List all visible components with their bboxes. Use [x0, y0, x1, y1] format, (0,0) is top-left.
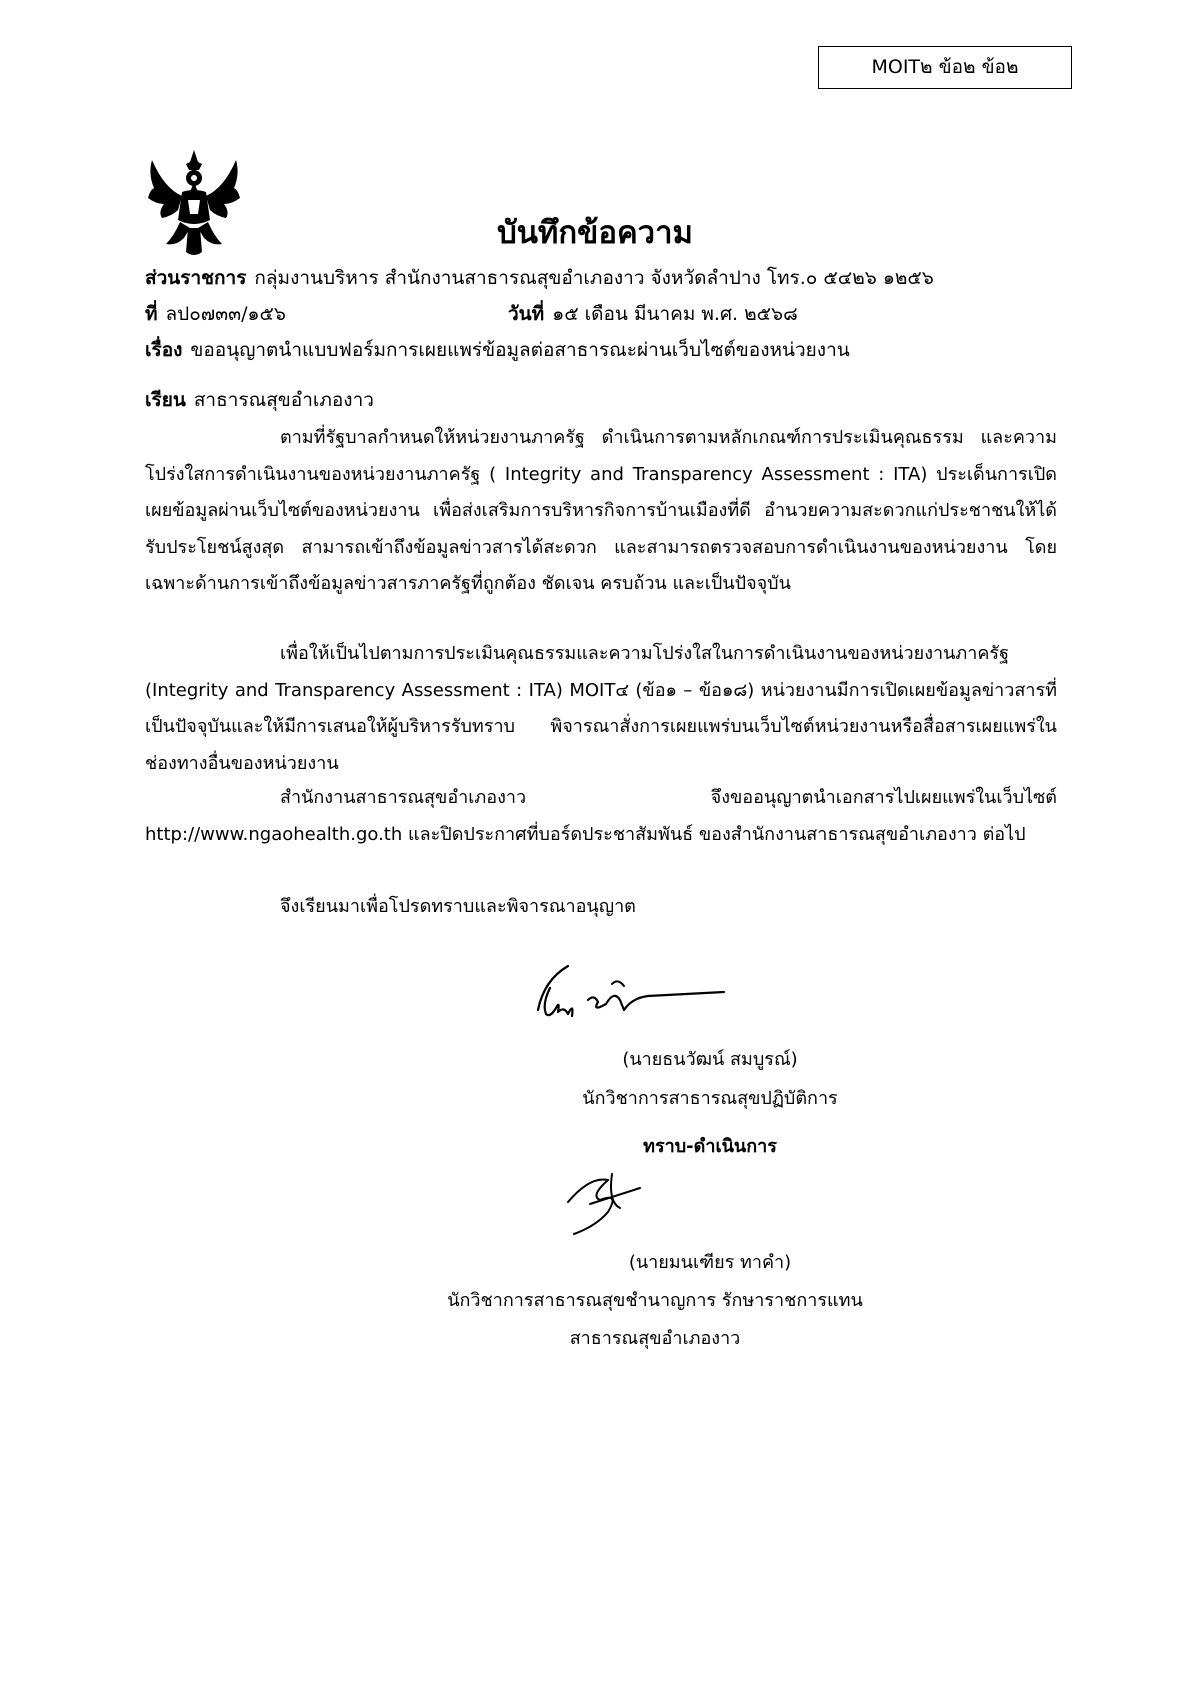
date-line — [508, 298, 798, 330]
closing-sentence: จึงเรียนมาเพื่อโปรดทราบและพิจารณาอนุญาต — [280, 896, 636, 917]
body-paragraph-1: ตามที่รัฐบาลกำหนดให้หน่วยงานภาครัฐ ดำเนินการตามหลักเกณฑ์การประเมินคุณธรรม และความโปร่งใสการดำเนินงานของหน่วยงานภาครัฐ ( Integrity and Transparency Assessment : ITA) ประเด็นการเปิดเผยข้อมูลผ่านเว็บไซต์ของหน่วยงาน เพื่อส่งเสริมการบริหารกิจการบ้านเมืองที่ดี อำนวยความสะดวกแก่ประชาชนให้ได้รับประโยชน์สูงสุด สามารถเข้าถึงข้อมูลข่าวสารได้สะดวก และสามารถตรวจสอบการดำเนินงานของหน่วยงาน โดยเฉพาะด้านการเข้าถึงข้อมูลข่าวสารภาครัฐที่ถูกต้อง ชัดเจน ครบถ้วน และเป็นปัจจุบัน — [145, 427, 1057, 594]
subject-label: เรื่อง — [145, 339, 183, 361]
subject-value: ขออนุญาตนำแบบฟอร์มการเผยแพร่ข้อมูลต่อสาธารณะผ่านเว็บไซต์ของหน่วยงาน — [190, 339, 850, 361]
subject-line — [145, 334, 850, 366]
date-label: วันที่ — [508, 303, 545, 325]
body-paragraph-3: สำนักงานสาธารณสุขอำเภองาว จึงขออนุญาตนำเอกสารไปเผยแพร่ในเว็บไซต์ http://www.ngaohealth.go.th และปิดประกาศที่บอร์ดประชาสัมพันธ์ ของสำนักงานสาธารณสุขอำเภองาว ต่อไป — [145, 787, 1057, 845]
recipient-line — [145, 384, 374, 416]
reference-number-label: ที่ — [145, 303, 158, 325]
document-code-box: MOIT๒ ข้อ๒ ข้อ๒ — [818, 46, 1072, 89]
signature-1-icon — [528, 960, 728, 1024]
recipient-value: สาธารณสุขอำเภองาว — [193, 389, 374, 411]
signer-2-office: สาธารณสุขอำเภองาว — [569, 1328, 741, 1349]
body-paragraph-2: เพื่อให้เป็นไปตามการประเมินคุณธรรมและความโปร่งใสในการดำเนินงานของหน่วยงานภาครัฐ (Integrity and Transparency Assessment : ITA) MOIT๔ (ข้อ๑ – ข้อ๑๘) หน่วยงานมีการเปิดเผยข้อมูลข่าวสารที่เป็นปัจจุบันและให้มีการเสนอให้ผู้บริหารรับทราบ พิจารณาสั่งการเผยแพร่บนเว็บไซต์หน่วยงานหรือสื่อสารเผยแพร่ในช่องทางอื่นของหน่วยงาน — [145, 643, 1057, 774]
reference-number-value: ลป๐๗๓๓/๑๕๖ — [165, 303, 286, 325]
department-label: ส่วนราชการ — [145, 267, 247, 289]
memo-title: บันทึกข้อความ — [497, 215, 693, 251]
signature-2-icon — [560, 1172, 644, 1238]
department-value: กลุ่มงานบริหาร สำนักงานสาธารณสุขอำเภองาว จังหวัดลำปาง โทร.๐ ๕๔๒๖ ๑๒๕๖ — [254, 267, 934, 289]
acknowledgement-note: ทราบ-ดำเนินการ — [643, 1136, 777, 1157]
date-value: ๑๕ เดือน มีนาคม พ.ศ. ๒๕๖๘ — [552, 303, 798, 325]
signer-2-position: นักวิชาการสาธารณสุขชำนาญการ รักษาราชการแทน — [447, 1290, 863, 1311]
department-line — [145, 262, 934, 294]
signer-1-position: นักวิชาการสาธารณสุขปฏิบัติการ — [582, 1088, 838, 1109]
signer-2-name: (นายมนเฑียร ทาคำ) — [628, 1252, 792, 1273]
signer-1-name: (นายธนวัฒน์ สมบูรณ์) — [622, 1049, 798, 1070]
recipient-label: เรียน — [145, 389, 186, 411]
reference-number-line — [145, 298, 286, 330]
